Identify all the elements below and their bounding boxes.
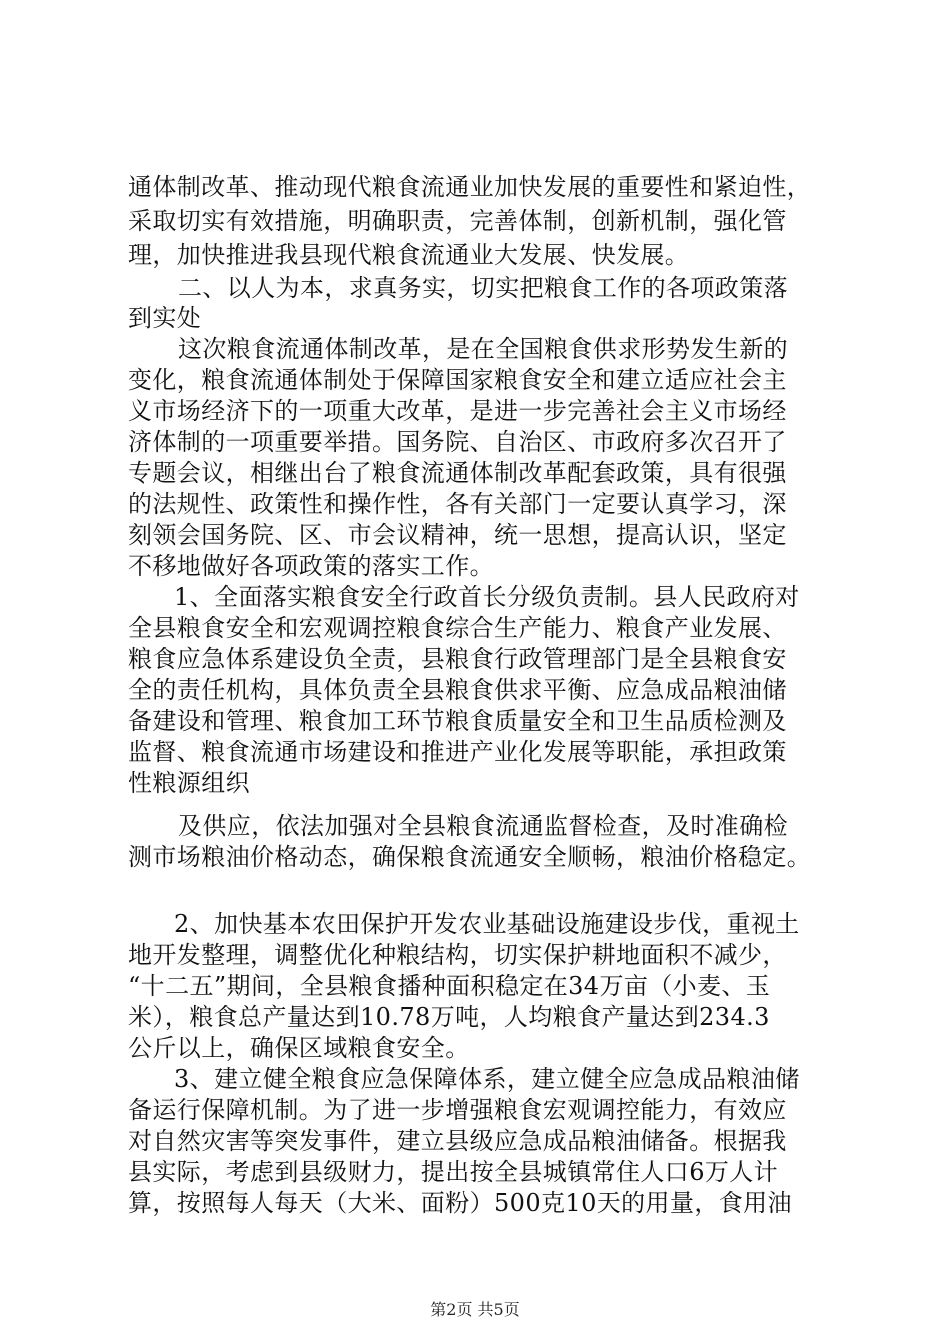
text-line: 通体制改革、推动现代粮食流通业加快发展的重要性和紧迫性， <box>128 173 812 201</box>
text-line: 性粮源组织 <box>128 769 250 797</box>
text-line: 备建设和管理、粮食加工环节粮食质量安全和卫生品质检测及 <box>128 707 787 735</box>
text-line: 粮食应急体系建设负全责，县粮食行政管理部门是全县粮食安 <box>128 645 787 673</box>
text-line: 专题会议，相继出台了粮食流通体制改革配套政策，具有很强 <box>128 459 787 487</box>
text-line: 及供应，依法加强对全县粮食流通监督检查，及时准确检 <box>178 812 788 840</box>
text-line: 济体制的一项重要举措。国务院、自治区、市政府多次召开了 <box>128 428 787 456</box>
text-line: 理，加快推进我县现代粮食流通业大发展、快发展。 <box>128 241 690 269</box>
text-line: 不移地做好各项政策的落实工作。 <box>128 552 494 580</box>
text-line: 2、加快基本农田保护开发农业基础设施建设步伐，重视土 <box>174 910 800 938</box>
text-line: 变化，粮食流通体制处于保障国家粮食安全和建立适应社会主 <box>128 366 787 394</box>
text-line: 全的责任机构，具体负责全县粮食供求平衡、应急成品粮油储 <box>128 676 787 704</box>
text-line: 3、建立健全粮食应急保障体系，建立健全应急成品粮油储 <box>174 1065 800 1093</box>
section-heading-continued: 到实处 <box>128 304 202 332</box>
text-line: 采取切实有效措施，明确职责，完善体制，创新机制，强化管 <box>128 207 787 235</box>
text-line: 全县粮食安全和宏观调控粮食综合生产能力、粮食产业发展、 <box>128 614 787 642</box>
section-heading: 二、以人为本，求真务实，切实把粮食工作的各项政策落 <box>178 274 788 302</box>
text-line: 对自然灾害等突发事件，建立县级应急成品粮油储备。根据我 <box>128 1127 787 1155</box>
text-line: 这次粮食流通体制改革，是在全国粮食供求形势发生新的 <box>178 335 788 363</box>
text-line: 的法规性、政策性和操作性，各有关部门一定要认真学习，深 <box>128 490 787 518</box>
text-line: 算，按照每人每天（大米、面粉）500克10天的用量，食用油 <box>128 1189 792 1217</box>
text-line: 地开发整理，调整优化种粮结构，切实保护耕地面积不减少， <box>128 941 787 969</box>
text-line: “十二五”期间，全县粮食播种面积稳定在34万亩（小麦、玉 <box>128 972 771 1000</box>
text-line: 县实际，考虑到县级财力，提出按全县城镇常住人口6万人计 <box>128 1158 779 1186</box>
text-line: 公斤以上，确保区域粮食安全。 <box>128 1034 470 1062</box>
text-line: 刻领会国务院、区、市会议精神，统一思想，提高认识，坚定 <box>128 521 787 549</box>
text-line: 1、全面落实粮食安全行政首长分级负责制。县人民政府对 <box>174 583 800 611</box>
text-line: 义市场经济下的一项重大改革，是进一步完善社会主义市场经 <box>128 397 787 425</box>
text-line: 监督、粮食流通市场建设和推进产业化发展等职能，承担政策 <box>128 738 787 766</box>
text-line: 米），粮食总产量达到10.78万吨，人均粮食产量达到234.3 <box>128 1003 770 1031</box>
text-line: 测市场粮油价格动态，确保粮食流通安全顺畅，粮油价格稳定。 <box>128 843 812 871</box>
page-number-footer: 第2页 共5页 <box>430 1300 520 1319</box>
text-line: 备运行保障机制。为了进一步增强粮食宏观调控能力，有效应 <box>128 1096 787 1124</box>
